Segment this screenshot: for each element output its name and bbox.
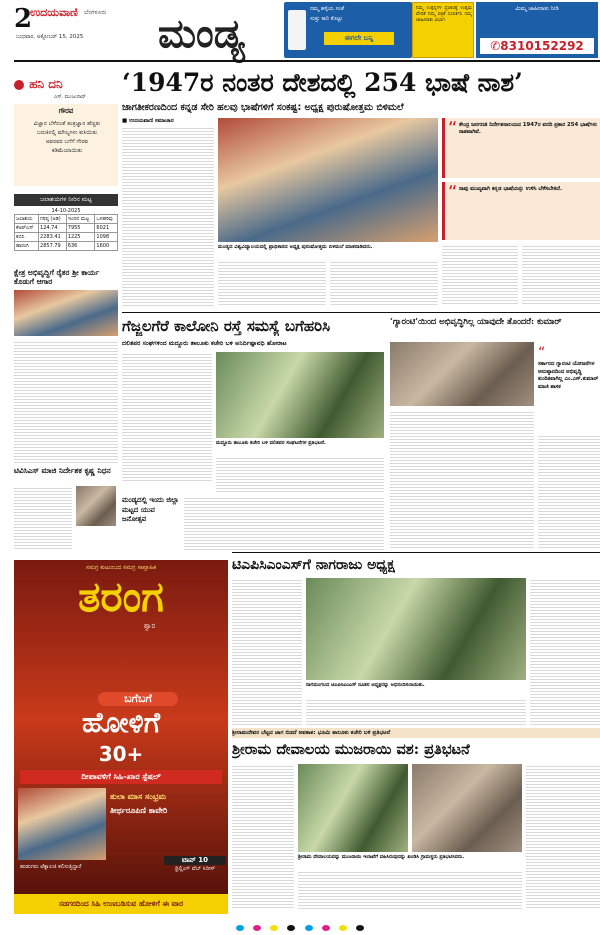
water-level-table (14, 214, 118, 251)
color-registration-marks (0, 916, 600, 928)
poem-box (14, 104, 118, 186)
table-date: 14-10-2025 (51, 208, 81, 214)
table-cell: ಕಬಿನಿ (15, 233, 39, 242)
sidebar-story-title: ಕ್ಷೇತ್ರ ಅಭಿವೃದ್ಧಿಗೆ ರೈತರ ಶ್ರೀ ಕಾರ್ಯ ಕೊಡುಗೆ ಆಗಾರ (14, 268, 100, 286)
table-cell: 1098 (95, 233, 118, 242)
lead-quote-1 (442, 118, 600, 178)
table-header-cell: ಒಳಹರಿವು (95, 215, 118, 224)
table-row (15, 242, 118, 251)
ad-line: ಸುತ್ತು ಕಾರಿ ಕೊಟ್ಟು (310, 16, 343, 22)
obituary-body (14, 486, 72, 550)
story3-body-2 (538, 434, 600, 550)
ad-bottom-text: ಹುಡುಗರು ಟೆಕ್ನಾಲಜಿ ಕಲಿಸುತ್ತಿದ್ದಾರೆ (20, 864, 82, 870)
table-cell: 124.74 (39, 224, 67, 233)
masthead-ad-left[interactable] (284, 2, 412, 58)
section-title: ಮಂಡ್ಯ (158, 10, 245, 57)
lead-body-col3 (330, 260, 438, 306)
table-cell: 1600 (95, 242, 118, 251)
story2-headline: ಗೆಜ್ಜಲಗೆರೆ ಕಾಲೋನಿ ರಸ್ತೆ ಸಮಸ್ಯೆ ಬಗೆಹರಿಸಿ (122, 317, 331, 335)
hani-dani-logo (14, 74, 118, 94)
reservoir-table-title: ಜಲಾಶಯಗಳ ನೀರಿನ ಮಟ್ಟ (14, 194, 118, 206)
phone-icon: ✆ (490, 39, 501, 53)
table-cell: 7955 (66, 224, 95, 233)
story2-photo (216, 352, 384, 438)
registration-dot (322, 925, 330, 931)
logo-dot-icon (14, 80, 24, 90)
lead-photo-caption: ಮಂಡ್ಯದ ವಿಶ್ವವಿದ್ಯಾಲಯದಲ್ಲಿ ಪ್ರಾಧಿಕಾರದ ಅಧ್ಯಕ್ಷ ಪುರುಷೋತ್ತಮ ಬಿಳಿಮಲೆ ಮಾತನಾಡಿದರು. (218, 244, 373, 250)
quote-text: ಕೇಂದ್ರ ಜನಗಣತಿ ನಿರ್ದೇಶನಾಲಯದ 1947ರ ವರದಿ ಪ್ರಕಾರ 254 ಭಾಷೆಗಳು ನಾಶವಾಗಿವೆ. (459, 122, 598, 135)
story4-caption: ನಾಗಮಂಗಲದ ಟಿಎಪಿಸಿಎಂಎಸ್ ನೂತನ ಅಧ್ಯಕ್ಷರನ್ನು ಅಭಿನಂದಿಸಲಾಯಿತು. (306, 682, 425, 688)
registration-dot (287, 925, 295, 931)
story4-body-2 (306, 698, 526, 726)
story4-headline: ಟಿಎಪಿಸಿಎಂಎಸ್‌ಗೆ ನಾಗರಾಜು ಅಧ್ಯಕ್ಷ (232, 557, 395, 573)
ad-image (288, 10, 306, 50)
obituary-photo (76, 486, 116, 526)
registration-dot (270, 925, 278, 931)
lead-quote-2 (442, 182, 600, 240)
section-divider (232, 552, 600, 553)
table-cell: 6021 (95, 224, 118, 233)
quote-mark-icon: “ (538, 345, 546, 361)
story5-caption: ಶ್ರೀರಾಮ ದೇವಾಲಯವನ್ನು ಮುಜರಾಯಿ ಇಲಾಖೆಗೆ ವಹಿಸಿರುವುದನ್ನು ಖಂಡಿಸಿ ಗ್ರಾಮಸ್ಥರು ಪ್ರತಿಭಟಿಸಿದರು. (298, 854, 465, 860)
registration-dot (236, 925, 244, 931)
registration-dot (339, 925, 347, 931)
quote-text: ನಾವು ಮುಖ್ಯವಾಗಿ ಕನ್ನಡ ಭಾಷೆಯನ್ನು ಉಳಿಸಿ ಬೆಳೆಸಬೇಕಿದೆ. (459, 186, 563, 192)
masthead (0, 0, 600, 62)
page-number: 2 (14, 4, 33, 34)
story4-body-3 (530, 578, 600, 726)
story4-body-1 (232, 578, 302, 726)
ad-text: ನಿಮ್ಮ ಉತ್ಪನ್ನಗಳ ಪ್ರಚಾರಕ್ಕೆ ಉತ್ತಮ ವೇದಿಕೆ ನಮ್ಮ ಪತ್ರಿಕೆ ಸಂಪರ್ಕಿಸಿ ನಮ್ಮ ಜಾಹೀರಾತು ವಿಭಾಗ (416, 6, 472, 23)
sidebar (14, 66, 118, 550)
story2-body-2 (216, 456, 384, 492)
story3-body (390, 410, 534, 550)
table-cell: 2857.79 (39, 242, 67, 251)
ad-promo-line1: ಬಗೆಬಗೆ (98, 692, 178, 706)
table-cell: 636 (66, 242, 95, 251)
table-header-cell: ಇಂದಿನ ಮಟ್ಟ (66, 215, 95, 224)
story5-headline: ಶ್ರೀರಾಮ ದೇವಾಲಯ ಮುಜರಾಯಿ ವಶ: ಪ್ರತಿಭಟನೆ (232, 741, 470, 758)
ad-footer: ಸಡಗರದಿಂದ ಸಿಹಿ ಉಣಬಡಿಸುವ ಹೋಳಿಗೆ ಈ ವಾರ (14, 894, 228, 914)
story-gejjalagere (122, 314, 384, 494)
lead-body-col2 (218, 260, 326, 306)
story5-kicker: ಶ್ರೀರಾಮದೇವರ ಬೆಟ್ಟದ ಜಾಗ ಬಿಡದೆ ಅವಕಾಶ: ಭೂಮಿ ತಾಲೂಕು ಕಚೇರಿ ಬಳಿ ಪ್ರತಿಭಟನೆ (232, 728, 600, 738)
edition-label: ಬೆಂಗಳೂರು (84, 9, 107, 16)
issue-date: ಬುಧವಾರ, ಅಕ್ಟೋಬರ್ 15, 2025 (16, 34, 84, 40)
ad-brand-sub: ಶ್ವಾರ (144, 622, 156, 630)
table-header-cell: ಜಲಾಶಯ (15, 215, 39, 224)
ad-line: ನಮ್ಮ ಹಳ್ಳಿಯ ಸಂತೆ (310, 6, 345, 12)
obituary-title: ಟಿವಿಸಿಎಸ್ ಮಾಜಿ ನಿರ್ದೇಶಕ ಕೃಷ್ಣ ನಿಧನ (14, 466, 111, 475)
lead-byline: ■ ಉದಯವಾಣಿ ಸಮಾಚಾರ (122, 118, 174, 124)
ad-text: ಮಿಮ್ಮ ಜಾಹೀರಾತು ನೀಡಿ (515, 6, 559, 12)
section-divider (122, 312, 600, 313)
ad-promo-line4: ದೀಪಾವಳಿಗೆ ಸಿಹಿ-ಖಾರ ಸ್ಪೆಷಲ್ (20, 770, 222, 784)
table-cell: ಹಾರಂಗಿ (15, 242, 39, 251)
table-header-cell: ಗರಿಷ್ಠ (ಅಡಿ) (39, 215, 67, 224)
table-row (15, 224, 118, 233)
ad-promo-line3: 30+ (98, 742, 144, 766)
poem-text: ವಿಜ್ಞಾನ ಬೆಳೆದಂತೆ ತಂತ್ರಜ್ಞಾನ ಹೆಚ್ಚಿತು ಬದುಕಿನಲ್ಲಿ ಮೌಲ್ಯಗಳು ಕುಸಿಯಿತು ಅವರವರ ಬಗೆಗೆ ಗೌರವ ಕಡಿಮೆಯಾಯಿತು (33, 121, 101, 154)
masthead-divider (14, 60, 600, 62)
lead-story (122, 66, 600, 310)
story3-headline: ‘ಗ್ಯಾರಂಟಿ’ಯಿಂದ ಅಭಿವೃದ್ಧಿಗಿಲ್ಲ ಯಾವುದೇ ತೊಂದರೆ: ಕುಮಾರ್ (390, 316, 562, 326)
story2-caption: ಮದ್ದೂರು ತಾಲೂಕು ಕಚೇರಿ ಬಳಿ ದಲಿತಪರ ಸಂಘಟನೆಗಳ ಪ್ರತಿಭಟನೆ. (216, 440, 326, 446)
lead-body-col5 (522, 244, 600, 306)
story3-photo (390, 342, 534, 406)
sidebar-story-body (14, 340, 118, 464)
story5-body-3 (526, 764, 600, 910)
lead-subhead: ಜಾಗತೀಕರಣದಿಂದ ಕನ್ನಡ ಸೇರಿ ಹಲವು ಭಾಷೆಗಳಿಗೆ ಸಂಕಷ್ಟ: ಅಧ್ಯಕ್ಷ ಪುರುಷೋತ್ತಮ ಬಿಳಿಮಲೆ (122, 102, 404, 113)
phone-number (480, 38, 594, 54)
story5-body-2 (298, 870, 522, 910)
registration-dot (305, 925, 313, 931)
phone-text: 8310152292 (500, 39, 584, 53)
table-cell: 1225 (66, 233, 95, 242)
lead-headline: ‘1947ರ ನಂತರ ದೇಶದಲ್ಲಿ 254 ಭಾಷೆ ನಾಶ’ (122, 68, 523, 97)
youth-festival-body (184, 496, 384, 550)
ad-top10-2: ಥ್ರಿಲ್ಲಿಂಗ್ ವೆಬ್ ಸಿರೀಸ್ (174, 866, 216, 872)
lead-body-col1 (122, 126, 214, 306)
table-row (15, 233, 118, 242)
ad-promo-line5: ತುಲಾ ಮಾಸ ಸಂಭ್ರಮ (110, 792, 167, 801)
ad-top-line: ಸಮಗ್ರ ಕುಟುಂಬದ ಸಮಗ್ರ ಸಾಪ್ತಾಹಿಕ (85, 564, 157, 571)
youth-festival-box (122, 496, 180, 550)
quote-mark-icon: “ (448, 182, 458, 203)
table-cell: ಕೆಆರ್‌ಎಸ್ (15, 224, 39, 233)
taranga-ad[interactable] (14, 560, 228, 914)
ad-brand: ತರಂಗ (78, 572, 164, 621)
poem-title: ಗೌರವ (58, 107, 74, 115)
masthead-ad-middle[interactable] (412, 2, 474, 58)
ad-promo-line6: ತೀರ್ಥರೂಪಿಣಿ ಕಾವೇರಿ (110, 806, 168, 815)
registration-dot (253, 925, 261, 931)
masthead-ad-right[interactable] (476, 2, 598, 58)
story2-body (122, 352, 212, 482)
ad-banner: ಈಗಲೇ ಬನ್ನಿ (324, 32, 394, 45)
ad-promo-line2: ಹೋಳಿಗೆ (82, 706, 160, 739)
quote-text: ಸರ್ಕಾರದ ಗ್ಯಾರಂಟಿ ಯೋಜನೆಗಳ ಅನುಷ್ಠಾನದಿಂದ ಅಭಿವೃದ್ಧಿ ಕುಂಠಿತವಾಗಿಲ್ಲ ಎಂ.ಎಸ್.ಕುಮಾರ್ ಮಾಜಿ ಶಾಸಕ (538, 361, 599, 390)
lead-body-col4 (442, 244, 518, 306)
table-cell: 2283.41 (39, 233, 67, 242)
ad-festival-photo (18, 788, 106, 860)
lead-photo (218, 118, 438, 242)
story5-photo-2 (412, 764, 522, 852)
story2-subhead: ದಲಿತಪರ ಸಂಘಗಳಿಂದ ಮದ್ದೂರು ತಾಲೂಕು ಕಚೇರಿ ಬಳಿ ಅನಿರ್ದಿಷ್ಟಾವಧಿ ಹೋರಾಟ (122, 340, 287, 347)
quote-mark-icon: “ (448, 118, 458, 139)
registration-dot (356, 925, 364, 931)
sidebar-story-photo (14, 290, 118, 336)
paper-name: ಉದಯವಾಣಿ (30, 6, 78, 19)
youth-festival-title: ಮಂಡ್ಯದಲ್ಲಿ ಇಂದು ಜಿಲ್ಲಾ ಮಟ್ಟದ ಯುವ ಜನೋತ್ಸವ (122, 496, 179, 523)
story-guarantee (390, 314, 600, 550)
ad-top10-1: ಟಾಪ್ 10 (164, 856, 226, 865)
logo-sub: ಎಸ್. ಮಂಜುನಾಥ್ (54, 94, 86, 100)
reservoir-table (14, 208, 118, 262)
story-tapcms (232, 554, 600, 726)
story5-photo-1 (298, 764, 408, 852)
story-srirama (232, 728, 600, 918)
story4-photo (306, 578, 526, 680)
table-header-row (15, 215, 118, 224)
story5-body-1 (232, 764, 294, 910)
logo-text: ಹನಿ ದನಿ (29, 77, 63, 91)
story3-quote (538, 342, 600, 430)
